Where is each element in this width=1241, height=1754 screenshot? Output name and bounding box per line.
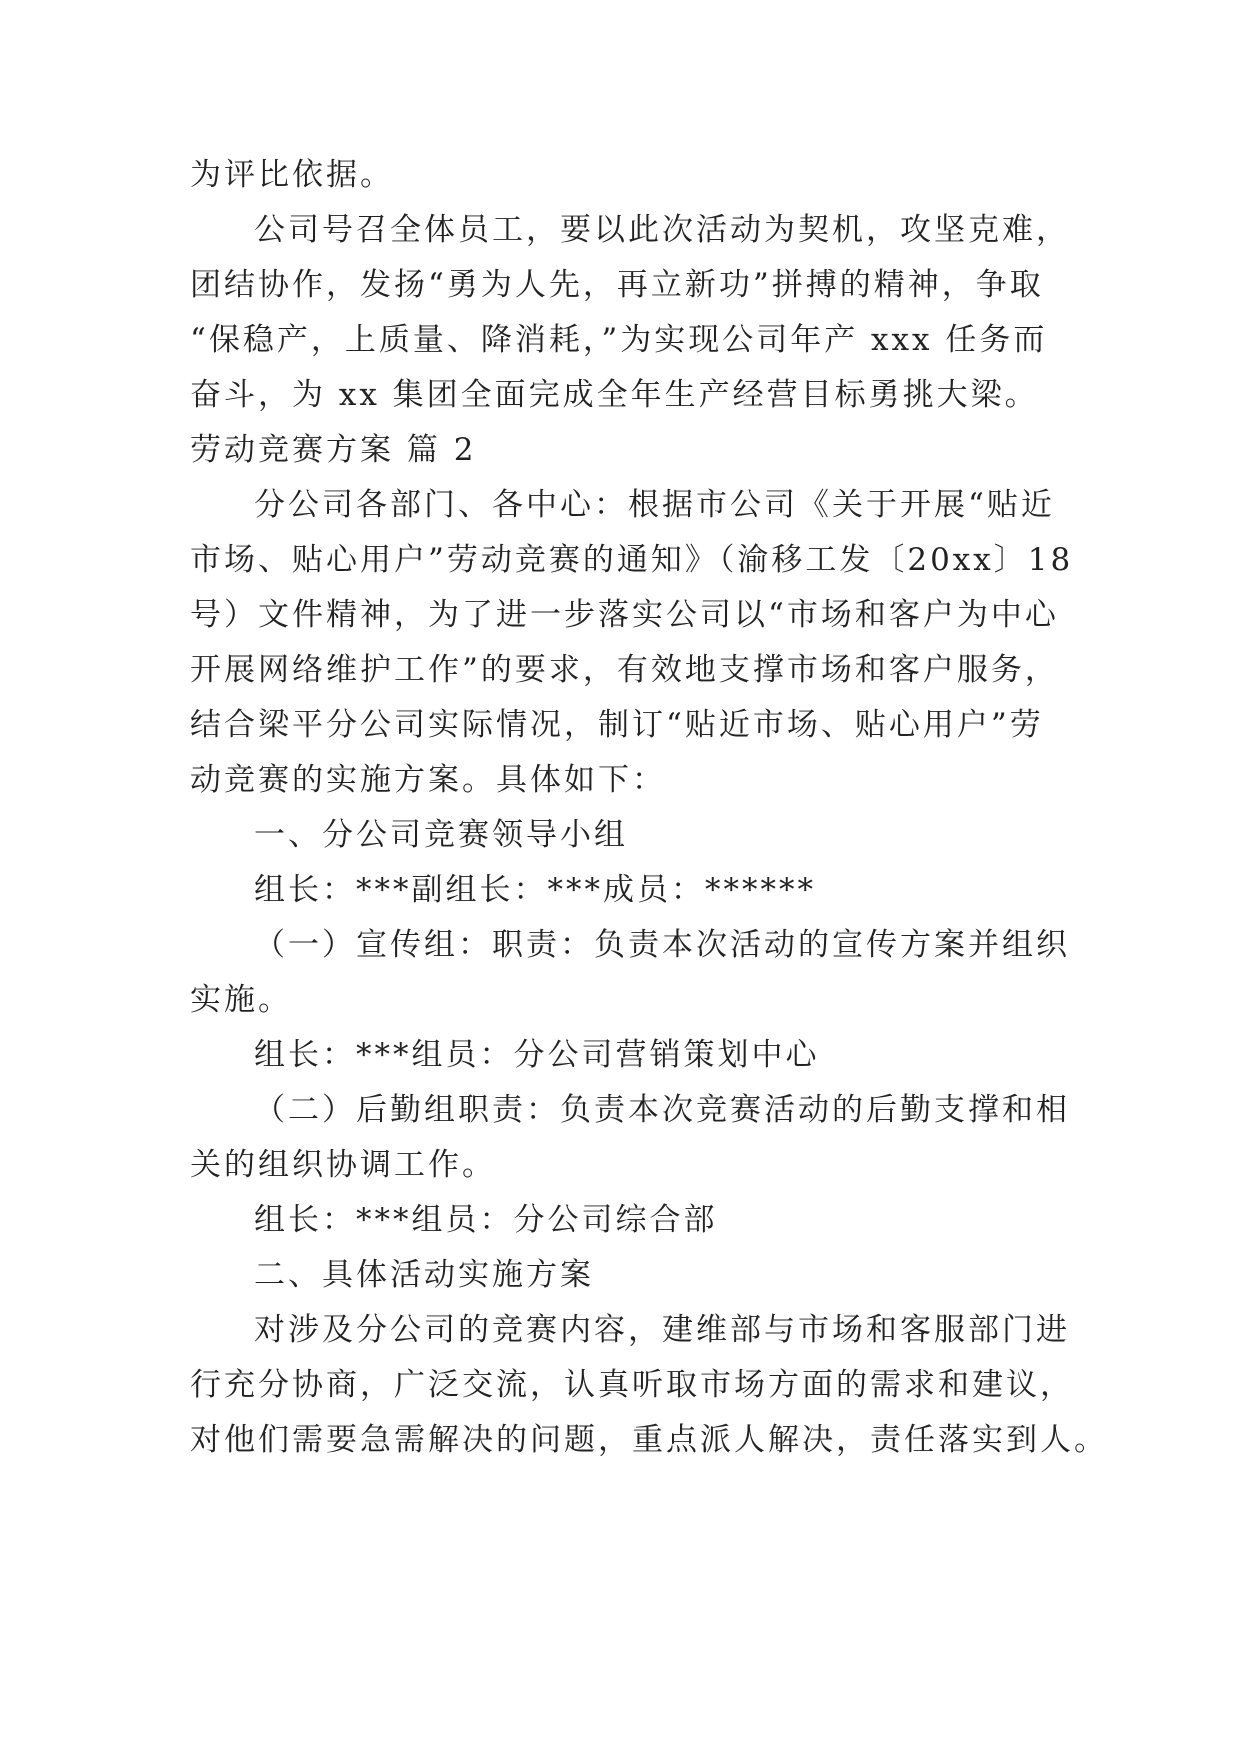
text-line: 市场、贴心用户”劳动竞赛的通知》（渝移工发〔20xx〕18	[190, 542, 1074, 578]
text-line: 二、具体活动实施方案	[254, 1257, 594, 1293]
text-line: 一、分公司竞赛领导小组	[254, 817, 628, 853]
text-line: “保稳产，上质量、降消耗，”为实现公司年产 xxx 任务而	[190, 322, 1048, 358]
text-line: 开展网络维护工作”的要求，有效地支撑市场和客户服务，	[190, 652, 1059, 688]
text-line: 组长：***副组长：***成员：******	[254, 872, 816, 908]
text-line: 行充分协商，广泛交流，认真听取市场方面的需求和建议，	[190, 1367, 1074, 1403]
text-line: 对涉及分公司的竞赛内容，建维部与市场和客服部门进	[254, 1312, 1070, 1348]
text-line: 号）文件精神，为了进一步落实公司以“市场和客户为中心	[190, 597, 1059, 633]
text-line: 动竞赛的实施方案。具体如下：	[190, 762, 666, 798]
text-line: 实施。	[190, 982, 292, 1018]
text-line: 公司号召全体员工，要以此次活动为契机，攻坚克难，	[254, 212, 1070, 248]
text-line: 分公司各部门、各中心：根据市公司《关于开展“贴近	[254, 487, 1055, 523]
text-line: 为评比依据。	[190, 157, 394, 193]
text-line: 结合梁平分公司实际情况，制订“贴近市场、贴心用户”劳	[190, 707, 1044, 743]
text-line: （二）后勤组职责：负责本次竞赛活动的后勤支撑和相	[254, 1092, 1070, 1128]
text-line: （一）宣传组：职责：负责本次活动的宣传方案并组织	[254, 927, 1070, 963]
text-line: 奋斗，为 xx 集团全面完成全年生产经营目标勇挑大梁。	[190, 377, 1039, 413]
text-line: 对他们需要急需解决的问题，重点派人解决，责任落实到人。	[190, 1422, 1108, 1458]
text-line: 组长：***组员：分公司综合部	[254, 1202, 718, 1238]
text-line: 团结协作，发扬“勇为人先，再立新功”拼搏的精神，争取	[190, 267, 1044, 303]
section-heading: 劳动竞赛方案 篇 2	[190, 432, 477, 468]
text-line: 组长：***组员：分公司营销策划中心	[254, 1037, 820, 1073]
text-line: 关的组织协调工作。	[190, 1147, 496, 1183]
